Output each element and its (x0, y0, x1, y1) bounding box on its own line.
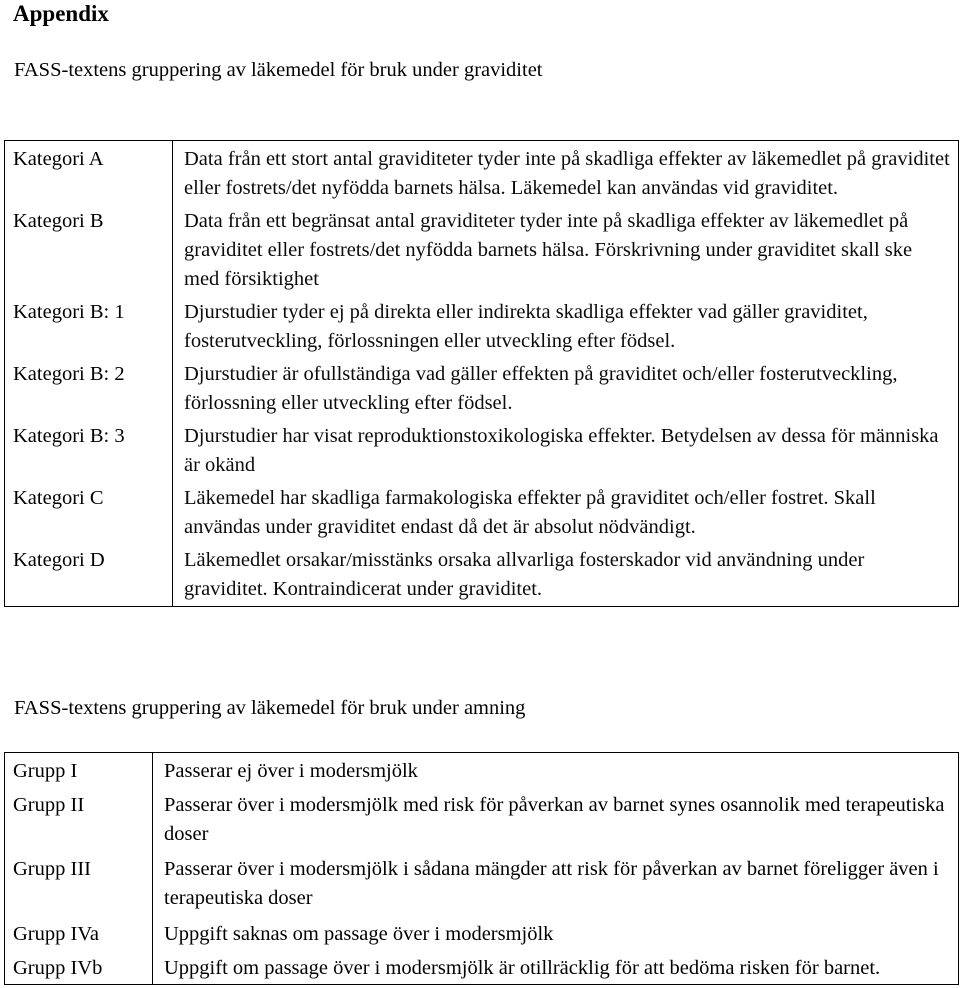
category-description: Data från ett stort antal graviditeter tyder inte på skadliga effekter av läkemedlet på graviditet eller fostrets/det nyfödda barnets hälsa. Läkemedel kan användas vid graviditet. (184, 148, 950, 199)
table-row (5, 851, 959, 915)
group-label: Grupp I (5, 753, 153, 788)
category-description: Djurstudier är ofullständiga vad gäller effekten på graviditet och/eller fosterutveckling, förlossning eller utveckling efter födsel. (184, 363, 898, 414)
group-label: Grupp IVa (5, 916, 153, 950)
group-label: Grupp III (5, 851, 153, 915)
group-description: Passerar över i modersmjölk med risk för påverkan av barnet synes osannolik med terapeutiska doser (164, 794, 945, 846)
category-label: Kategori C (5, 480, 173, 542)
table-row (5, 203, 959, 294)
table-row (5, 542, 959, 607)
pregnancy-section-title: FASS-textens gruppering av läkemedel för bruk under graviditet (14, 59, 543, 81)
group-description: Passerar över i modersmjölk i sådana mängder att risk för påverkan av barnet föreligger även i terapeutiska doser (164, 858, 939, 910)
table-row (5, 294, 959, 356)
category-description: Djurstudier har visat reproduktionstoxikologiska effekter. Betydelsen av dessa för människa är okänd (184, 425, 939, 476)
category-description: Data från ett begränsat antal graviditeter tyder inte på skadliga effekter av läkemedlet på graviditet eller fostrets/det nyfödda barnets hälsa. Förskrivning under graviditet skall ske med försiktighet (184, 210, 913, 290)
table-row (5, 787, 959, 851)
group-description: Uppgift saknas om passage över i modersmjölk (164, 922, 554, 945)
category-label: Kategori B: 2 (5, 356, 173, 418)
table-row (5, 418, 959, 480)
category-label: Kategori B: 3 (5, 418, 173, 480)
group-label: Grupp II (5, 787, 153, 851)
table-row (5, 950, 959, 985)
category-description: Läkemedlet orsakar/misstänks orsaka allvarliga fosterskador vid användning under graviditet. Kontraindicerat under graviditet. (184, 549, 865, 600)
category-label: Kategori B: 1 (5, 294, 173, 356)
group-description: Uppgift om passage över i modersmjölk är otillräcklig för att bedöma risken för barnet. (164, 956, 881, 979)
group-label: Grupp IVb (5, 950, 153, 985)
table-row (5, 753, 959, 788)
breastfeeding-group-table (4, 752, 959, 985)
breastfeeding-section-title: FASS-textens gruppering av läkemedel för bruk under amning (14, 697, 526, 719)
category-description: Läkemedel har skadliga farmakologiska effekter på graviditet och/eller fostret. Skall användas under graviditet endast då det är absolut nödvändigt. (184, 487, 876, 538)
group-description: Passerar ej över i modersmjölk (164, 760, 418, 782)
table-row (5, 356, 959, 418)
category-label: Kategori B (5, 203, 173, 294)
table-row (5, 916, 959, 950)
page-heading: Appendix (13, 1, 109, 26)
category-label: Kategori A (5, 141, 173, 204)
pregnancy-category-table (4, 140, 959, 607)
category-description: Djurstudier tyder ej på direkta eller indirekta skadliga effekter vad gäller graviditet, fosterutveckling, förlossningen eller utveckling efter födsel. (184, 301, 868, 352)
category-label: Kategori D (5, 542, 173, 607)
table-row (5, 141, 959, 204)
table-row (5, 480, 959, 542)
